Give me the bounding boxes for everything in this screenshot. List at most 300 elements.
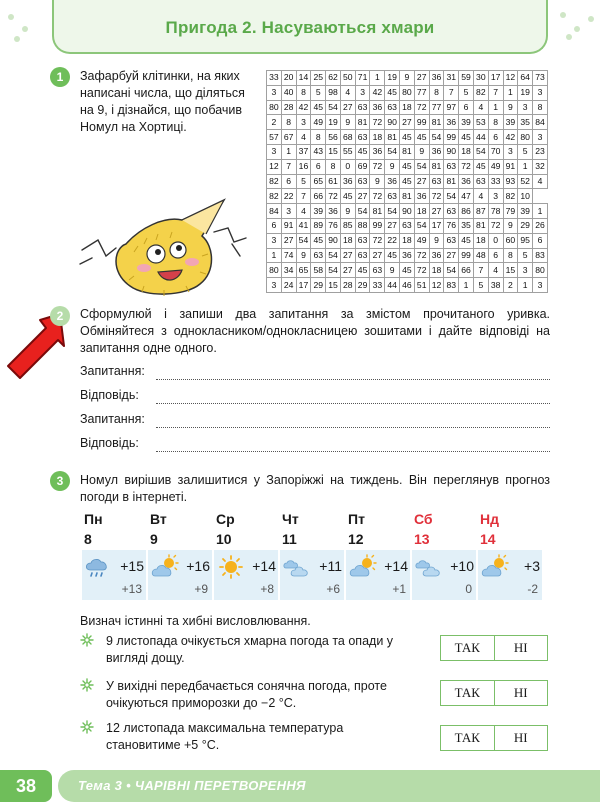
grid-cell[interactable]: 99 (459, 248, 474, 263)
grid-cell[interactable]: 93 (503, 174, 518, 189)
grid-cell[interactable]: 67 (281, 130, 296, 145)
grid-cell[interactable]: 2 (503, 278, 518, 293)
grid-cell[interactable]: 1 (370, 71, 385, 86)
grid-cell[interactable]: 27 (444, 248, 459, 263)
grid-cell[interactable]: 18 (473, 233, 488, 248)
grid-cell[interactable]: 9 (385, 263, 400, 278)
grid-cell[interactable]: 18 (459, 144, 474, 159)
grid-cell[interactable]: 1 (281, 144, 296, 159)
grid-cell[interactable]: 80 (533, 263, 548, 278)
grid-cell[interactable]: 36 (385, 174, 400, 189)
grid-cell[interactable]: 12 (429, 278, 444, 293)
grid-cell[interactable]: 63 (355, 248, 370, 263)
grid-cell[interactable]: 54 (326, 100, 341, 115)
grid-cell[interactable]: 32 (533, 159, 548, 174)
grid-cell[interactable]: 81 (355, 115, 370, 130)
grid-cell[interactable]: 26 (533, 218, 548, 233)
grid-cell[interactable]: 45 (473, 159, 488, 174)
grid-cell[interactable]: 50 (340, 71, 355, 86)
grid-cell[interactable]: 45 (400, 159, 415, 174)
grid-cell[interactable]: 45 (459, 130, 474, 145)
grid-cell[interactable]: 15 (326, 278, 341, 293)
grid-cell[interactable]: 36 (370, 100, 385, 115)
grid-cell[interactable]: 88 (355, 218, 370, 233)
grid-cell[interactable]: 65 (311, 174, 326, 189)
grid-cell[interactable]: 4 (473, 100, 488, 115)
grid-cell[interactable]: 81 (385, 130, 400, 145)
grid-cell[interactable]: 63 (355, 233, 370, 248)
grid-cell[interactable]: 53 (473, 115, 488, 130)
grid-cell[interactable]: 25 (311, 71, 326, 86)
grid-cell[interactable]: 90 (326, 233, 341, 248)
grid-cell[interactable]: 33 (370, 278, 385, 293)
grid-cell[interactable]: 66 (459, 263, 474, 278)
grid-cell[interactable]: 29 (355, 278, 370, 293)
grid-cell[interactable]: 4 (533, 174, 548, 189)
grid-cell[interactable]: 36 (340, 174, 355, 189)
grid-cell[interactable]: 7 (296, 189, 311, 204)
grid-cell[interactable]: 12 (503, 71, 518, 86)
grid-cell[interactable]: 14 (296, 71, 311, 86)
grid-cell[interactable]: 63 (355, 100, 370, 115)
answer-line-1[interactable] (80, 388, 550, 406)
grid-cell[interactable]: 72 (370, 115, 385, 130)
grid-cell[interactable]: 18 (340, 233, 355, 248)
grid-cell[interactable]: 63 (444, 159, 459, 174)
grid-cell[interactable]: 42 (503, 130, 518, 145)
grid-cell[interactable]: 20 (281, 71, 296, 86)
grid-cell[interactable]: 72 (370, 189, 385, 204)
grid-cell[interactable]: 90 (400, 204, 415, 219)
grid-cell[interactable]: 5 (459, 85, 474, 100)
grid-cell[interactable]: 80 (518, 130, 533, 145)
grid-cell[interactable]: 69 (355, 159, 370, 174)
grid-cell[interactable]: 41 (296, 218, 311, 233)
grid-cell[interactable]: 86 (459, 204, 474, 219)
grid-cell[interactable]: 9 (429, 233, 444, 248)
grid-cell[interactable]: 42 (296, 100, 311, 115)
grid-cell[interactable]: 1 (533, 204, 548, 219)
grid-cell[interactable]: 36 (459, 174, 474, 189)
grid-cell[interactable]: 58 (311, 263, 326, 278)
grid-cell[interactable]: 9 (340, 115, 355, 130)
yes-option[interactable]: ТАК (441, 636, 495, 660)
grid-cell[interactable]: 29 (518, 218, 533, 233)
grid-cell[interactable]: 63 (385, 100, 400, 115)
grid-cell[interactable]: 9 (400, 71, 415, 86)
grid-cell[interactable]: 56 (326, 130, 341, 145)
grid-cell[interactable]: 72 (414, 100, 429, 115)
grid-cell[interactable]: 84 (267, 204, 282, 219)
grid-cell[interactable]: 45 (400, 130, 415, 145)
grid-cell[interactable]: 63 (400, 218, 415, 233)
grid-cell[interactable]: 72 (414, 248, 429, 263)
grid-cell[interactable]: 7 (488, 85, 503, 100)
grid-cell[interactable]: 29 (311, 278, 326, 293)
question-label: Запитання: (80, 412, 145, 426)
weather-day-cell (148, 550, 212, 600)
grid-cell[interactable]: 91 (503, 159, 518, 174)
grid-cell[interactable]: 30 (473, 71, 488, 86)
grid-cell[interactable]: 77 (429, 100, 444, 115)
grid-cell[interactable]: 72 (414, 263, 429, 278)
grid-cell[interactable]: 17 (429, 218, 444, 233)
grid-cell[interactable]: 54 (429, 130, 444, 145)
grid-cell[interactable]: 27 (400, 115, 415, 130)
grid-cell[interactable]: 63 (311, 248, 326, 263)
grid-cell[interactable]: 99 (370, 218, 385, 233)
grid-cell[interactable]: 84 (533, 115, 548, 130)
grid-cell[interactable]: 45 (400, 263, 415, 278)
grid-cell[interactable]: 27 (385, 218, 400, 233)
grid-row (267, 233, 548, 248)
no-option[interactable]: НІ (513, 730, 528, 745)
grid-cell[interactable]: 8 (503, 248, 518, 263)
grid-cell[interactable]: 45 (459, 233, 474, 248)
grid-cell[interactable]: 60 (503, 233, 518, 248)
grid-cell[interactable]: 45 (355, 144, 370, 159)
grid-cell[interactable]: 45 (311, 100, 326, 115)
grid-cell[interactable]: 3 (355, 85, 370, 100)
grid-cell[interactable]: 82 (267, 174, 282, 189)
grid-cell[interactable]: 54 (444, 263, 459, 278)
grid-cell[interactable]: 51 (414, 278, 429, 293)
grid-cell[interactable]: 9 (503, 218, 518, 233)
grid-cell[interactable]: 27 (429, 204, 444, 219)
grid-cell[interactable]: 63 (355, 174, 370, 189)
grid-cell[interactable]: 5 (473, 278, 488, 293)
grid-cell[interactable]: 54 (385, 204, 400, 219)
grid-cell[interactable]: 17 (296, 278, 311, 293)
grid-cell[interactable]: 36 (429, 71, 444, 86)
grid-cell[interactable]: 72 (370, 159, 385, 174)
grid-cell[interactable]: 76 (326, 218, 341, 233)
grid-cell[interactable]: 1 (488, 100, 503, 115)
grid-cell[interactable]: 6 (533, 233, 548, 248)
grid-cell[interactable]: 78 (488, 204, 503, 219)
grid-cell[interactable]: 66 (311, 189, 326, 204)
yes-option[interactable]: ТАК (441, 681, 495, 705)
grid-cell[interactable]: 22 (281, 189, 296, 204)
grid-cell[interactable]: 27 (340, 248, 355, 263)
grid-cell[interactable]: 72 (459, 159, 474, 174)
grid-cell[interactable]: 28 (340, 278, 355, 293)
grid-cell[interactable]: 9 (370, 174, 385, 189)
grid-cell[interactable]: 8 (429, 85, 444, 100)
grid-cell[interactable]: 8 (281, 115, 296, 130)
grid-cell[interactable]: 81 (473, 218, 488, 233)
grid-cell[interactable]: 18 (370, 130, 385, 145)
grid-cell[interactable]: 16 (296, 159, 311, 174)
grid-cell[interactable]: 54 (414, 218, 429, 233)
question-line-1[interactable] (80, 364, 550, 382)
grid-cell[interactable]: 81 (400, 189, 415, 204)
grid-cell[interactable]: 54 (326, 263, 341, 278)
grid-cell[interactable]: 83 (533, 248, 548, 263)
grid-cell[interactable]: 8 (296, 85, 311, 100)
question-line-2[interactable] (80, 412, 550, 430)
grid-cell[interactable]: 3 (296, 115, 311, 130)
grid-cell[interactable]: 63 (355, 130, 370, 145)
grid-cell[interactable]: 91 (281, 218, 296, 233)
grid-cell[interactable]: 27 (355, 189, 370, 204)
grid-cell[interactable]: 70 (488, 144, 503, 159)
grid-cell[interactable]: 63 (370, 263, 385, 278)
grid-cell[interactable]: 71 (355, 71, 370, 86)
grid-cell[interactable]: 15 (326, 144, 341, 159)
grid-cell[interactable]: 49 (414, 233, 429, 248)
grid-cell[interactable]: 54 (355, 204, 370, 219)
grid-cell[interactable]: 55 (340, 144, 355, 159)
grid-cell[interactable]: 36 (400, 248, 415, 263)
grid-cell[interactable]: 1 (267, 248, 282, 263)
no-option[interactable]: НІ (513, 685, 528, 700)
grid-cell[interactable]: 54 (444, 189, 459, 204)
grid-cell[interactable]: 27 (281, 233, 296, 248)
grid-cell[interactable]: 45 (400, 174, 415, 189)
grid-cell[interactable]: 3 (533, 85, 548, 100)
grid-cell[interactable]: 87 (473, 204, 488, 219)
grid-cell[interactable]: 39 (503, 115, 518, 130)
grid-cell[interactable]: 33 (488, 174, 503, 189)
grid-cell[interactable]: 36 (370, 144, 385, 159)
grid-cell[interactable]: 81 (444, 174, 459, 189)
grid-cell[interactable]: 3 (503, 144, 518, 159)
grid-cell[interactable]: 81 (400, 144, 415, 159)
grid-cell[interactable]: 5 (296, 174, 311, 189)
grid-cell[interactable]: 27 (414, 71, 429, 86)
grid-cell[interactable]: 74 (281, 248, 296, 263)
grid-cell[interactable]: 6 (311, 159, 326, 174)
grid-cell[interactable]: 44 (385, 278, 400, 293)
grid-cell[interactable]: 81 (429, 115, 444, 130)
grid-cell[interactable]: 1 (503, 85, 518, 100)
grid-cell[interactable]: 3 (281, 204, 296, 219)
grid-cell[interactable]: 33 (267, 71, 282, 86)
grid-cell[interactable]: 9 (414, 144, 429, 159)
grid-cell[interactable]: 9 (340, 204, 355, 219)
grid-cell[interactable]: 43 (311, 144, 326, 159)
grid-cell[interactable]: 9 (296, 248, 311, 263)
grid-cell[interactable]: 39 (459, 115, 474, 130)
grid-cell[interactable]: 79 (503, 204, 518, 219)
grid-cell[interactable]: 0 (488, 233, 503, 248)
grid-cell[interactable]: 27 (340, 263, 355, 278)
grid-cell[interactable]: 18 (429, 263, 444, 278)
grid-cell[interactable]: 49 (311, 115, 326, 130)
grid-cell[interactable]: 81 (429, 159, 444, 174)
grid-cell[interactable]: 54 (385, 144, 400, 159)
grid-cell[interactable]: 44 (473, 130, 488, 145)
grid-cell[interactable]: 47 (459, 189, 474, 204)
grid-cell[interactable]: 63 (444, 204, 459, 219)
grid-cell[interactable]: 28 (281, 100, 296, 115)
grid-cell[interactable]: 3 (267, 85, 282, 100)
grid-cell[interactable]: 72 (370, 233, 385, 248)
grid-cell[interactable]: 1 (518, 159, 533, 174)
grid-cell[interactable]: 82 (267, 189, 282, 204)
grid-cell[interactable]: 89 (311, 218, 326, 233)
grid-cell[interactable]: 52 (518, 174, 533, 189)
grid-cell[interactable]: 19 (385, 71, 400, 86)
grid-cell[interactable]: 7 (444, 85, 459, 100)
grid-cell[interactable]: 90 (385, 115, 400, 130)
grid-cell[interactable]: 39 (518, 204, 533, 219)
grid-cell[interactable]: 3 (518, 100, 533, 115)
grid-cell[interactable]: 80 (267, 100, 282, 115)
grid-cell[interactable]: 45 (385, 248, 400, 263)
grid-cell[interactable]: 7 (473, 263, 488, 278)
grid-cell[interactable]: 45 (355, 263, 370, 278)
grid-cell[interactable]: 18 (400, 233, 415, 248)
grid-cell[interactable]: 36 (414, 189, 429, 204)
grid-cell[interactable]: 27 (414, 174, 429, 189)
answer-label: Відповідь: (80, 436, 139, 450)
grid-cell[interactable]: 36 (429, 144, 444, 159)
grid-cell[interactable]: 46 (400, 278, 415, 293)
yes-option[interactable]: ТАК (441, 726, 495, 750)
grid-cell[interactable]: 73 (533, 71, 548, 86)
grid-row (267, 130, 548, 145)
grid-cell[interactable]: 76 (444, 218, 459, 233)
day-date: 10 (216, 531, 232, 547)
grid-cell[interactable]: 63 (473, 174, 488, 189)
grid-cell[interactable]: 72 (429, 189, 444, 204)
grid-cell[interactable]: 3 (488, 189, 503, 204)
grid-cell[interactable]: 3 (533, 278, 548, 293)
grid-cell[interactable]: 72 (326, 189, 341, 204)
grid-cell[interactable]: 15 (503, 263, 518, 278)
grid-cell[interactable]: 57 (267, 130, 282, 145)
grid-cell[interactable]: 23 (533, 144, 548, 159)
grid-cell[interactable]: 2 (267, 115, 282, 130)
grid-cell[interactable]: 31 (444, 71, 459, 86)
grid-cell[interactable]: 72 (488, 218, 503, 233)
grid-cell[interactable]: 9 (503, 100, 518, 115)
grid-cell[interactable]: 3 (267, 233, 282, 248)
grid-cell[interactable]: 6 (281, 174, 296, 189)
grid-cell[interactable]: 37 (296, 144, 311, 159)
grid-cell[interactable]: 61 (326, 174, 341, 189)
grid-cell[interactable]: 7 (281, 159, 296, 174)
grid-cell[interactable]: 85 (340, 218, 355, 233)
grid-cell[interactable]: 36 (326, 204, 341, 219)
grid-cell[interactable]: 8 (326, 159, 341, 174)
grid-cell[interactable]: 6 (488, 130, 503, 145)
grid-cell[interactable]: 8 (488, 115, 503, 130)
grid-cell[interactable]: 4 (296, 130, 311, 145)
grid-cell[interactable]: 17 (488, 71, 503, 86)
grid-cell[interactable]: 65 (296, 263, 311, 278)
grid-cell[interactable]: 3 (533, 130, 548, 145)
grid-cell[interactable]: 63 (429, 174, 444, 189)
grid-cell[interactable]: 4 (473, 189, 488, 204)
grid-cell[interactable]: 0 (340, 159, 355, 174)
grid-cell[interactable]: 5 (518, 144, 533, 159)
grid-cell[interactable]: 1 (459, 278, 474, 293)
grid-cell[interactable]: 81 (370, 204, 385, 219)
grid-cell[interactable]: 8 (311, 130, 326, 145)
grid-cell[interactable]: 10 (518, 189, 533, 204)
grid-cell[interactable]: 45 (311, 233, 326, 248)
grid-cell[interactable]: 35 (518, 115, 533, 130)
grid-cell[interactable]: 36 (444, 115, 459, 130)
grid-cell[interactable]: 19 (326, 115, 341, 130)
grid-cell[interactable]: 82 (503, 189, 518, 204)
grid-cell[interactable]: 3 (267, 144, 282, 159)
grid-cell[interactable]: 45 (385, 85, 400, 100)
grid-cell[interactable]: 68 (340, 130, 355, 145)
grid-cell[interactable]: 99 (414, 115, 429, 130)
answer-line-2[interactable] (80, 436, 550, 454)
grid-cell[interactable]: 82 (473, 85, 488, 100)
grid-cell[interactable]: 18 (400, 100, 415, 115)
grid-cell[interactable]: 38 (488, 278, 503, 293)
grid-cell[interactable]: 6 (267, 218, 282, 233)
grid-cell[interactable]: 6 (488, 248, 503, 263)
grid-cell[interactable]: 40 (281, 85, 296, 100)
no-option[interactable]: НІ (513, 640, 528, 655)
grid-cell[interactable]: 9 (385, 159, 400, 174)
grid-cell[interactable]: 5 (311, 85, 326, 100)
grid-cell[interactable]: 4 (340, 85, 355, 100)
grid-cell[interactable]: 22 (385, 233, 400, 248)
grid-cell[interactable]: 64 (518, 71, 533, 86)
grid-cell[interactable]: 18 (414, 204, 429, 219)
grid-cell[interactable]: 35 (459, 218, 474, 233)
grid-cell[interactable]: 54 (414, 159, 429, 174)
grid-cell[interactable]: 12 (267, 159, 282, 174)
grid-cell[interactable]: 98 (326, 85, 341, 100)
grid-cell[interactable]: 54 (296, 233, 311, 248)
grid-cell[interactable]: 54 (326, 248, 341, 263)
grid-cell[interactable]: 62 (326, 71, 341, 86)
grid-cell[interactable]: 54 (473, 144, 488, 159)
grid-cell[interactable]: 4 (296, 204, 311, 219)
grid-cell[interactable]: 27 (370, 248, 385, 263)
grid-cell[interactable]: 59 (459, 71, 474, 86)
grid-cell[interactable]: 49 (488, 159, 503, 174)
grid-cell[interactable]: 95 (518, 233, 533, 248)
grid-cell[interactable]: 63 (444, 233, 459, 248)
grid-cell[interactable]: 1 (518, 278, 533, 293)
grid-cell[interactable]: 27 (340, 100, 355, 115)
grid-cell[interactable]: 5 (518, 248, 533, 263)
grid-cell[interactable]: 34 (281, 263, 296, 278)
grid-cell[interactable]: 24 (281, 278, 296, 293)
grid-cell[interactable]: 3 (267, 278, 282, 293)
grid-cell[interactable]: 36 (429, 248, 444, 263)
grid-cell[interactable]: 97 (444, 100, 459, 115)
grid-cell[interactable]: 77 (414, 85, 429, 100)
grid-cell[interactable]: 45 (340, 189, 355, 204)
grid-cell[interactable]: 80 (400, 85, 415, 100)
grid-cell[interactable]: 19 (518, 85, 533, 100)
grid-cell[interactable]: 3 (518, 263, 533, 278)
grid-cell[interactable]: 4 (488, 263, 503, 278)
grid-cell[interactable]: 42 (370, 85, 385, 100)
grid-cell[interactable]: 45 (414, 130, 429, 145)
grid-cell[interactable]: 63 (385, 189, 400, 204)
grid-cell[interactable]: 39 (311, 204, 326, 219)
grid-cell[interactable]: 90 (444, 144, 459, 159)
grid-cell[interactable]: 48 (473, 248, 488, 263)
grid-cell[interactable]: 8 (533, 100, 548, 115)
grid-cell[interactable]: 6 (459, 100, 474, 115)
grid-cell[interactable]: 99 (444, 130, 459, 145)
grid-cell[interactable]: 83 (444, 278, 459, 293)
grid-cell[interactable]: 80 (267, 263, 282, 278)
